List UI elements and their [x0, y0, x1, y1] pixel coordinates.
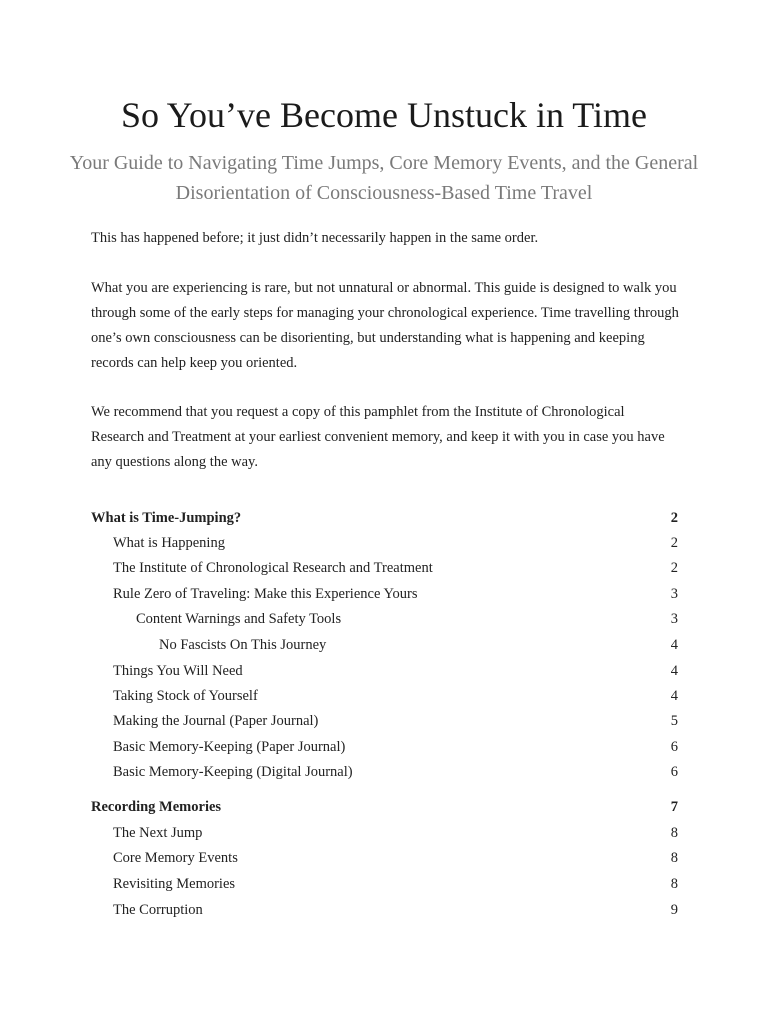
toc-entry[interactable]: [91, 711, 678, 731]
toc-entry-label: Rule Zero of Traveling: Make this Experience Yours: [113, 586, 418, 602]
toc-entry-label: Content Warnings and Safety Tools: [136, 611, 342, 627]
toc-entry-page-number: 4: [670, 637, 678, 653]
intro-paragraph-3: We recommend that you request a copy of this pamphlet from the Institute of Chronological Research and Treatment at your earliest convenient memory, and keep it with you in case you have any questions along the way.: [91, 404, 665, 470]
toc-entry-page-number: 8: [670, 850, 678, 866]
toc-entry-label: Basic Memory-Keeping (Paper Journal): [113, 739, 346, 755]
toc-entry[interactable]: [91, 584, 678, 604]
toc-entry[interactable]: [91, 609, 678, 629]
toc-entry-page-number: 6: [670, 764, 678, 780]
toc-entry[interactable]: [91, 533, 678, 553]
toc-entry-label: Basic Memory-Keeping (Digital Journal): [113, 764, 353, 780]
toc-entry[interactable]: [91, 661, 678, 681]
page-subtitle: Your Guide to Navigating Time Jumps, Core Memory Events, and the General Disorientation of Consciousness-Based Time Travel: [69, 152, 699, 204]
toc-entry-page-number: 8: [670, 825, 678, 841]
toc-entry-page-number: 2: [670, 560, 678, 576]
toc-entry[interactable]: [91, 900, 678, 920]
toc-entry-page-number: 3: [670, 586, 678, 602]
toc-entry-page-number: 5: [670, 713, 678, 729]
toc-entry[interactable]: [91, 823, 678, 843]
toc-entry-page-number: 3: [670, 611, 678, 627]
toc-entry[interactable]: [91, 762, 678, 782]
toc-entry[interactable]: [91, 737, 678, 757]
toc-entry[interactable]: [91, 797, 678, 817]
toc-entry-label: Things You Will Need: [113, 663, 243, 679]
toc-entry[interactable]: [91, 874, 678, 894]
toc-entry-label: What is Time-Jumping?: [91, 510, 242, 526]
toc-entry-page-number: 4: [670, 688, 678, 704]
toc-entry-label: Taking Stock of Yourself: [113, 688, 258, 704]
toc-entry-page-number: 2: [670, 535, 678, 551]
toc-entry[interactable]: [91, 686, 678, 706]
toc-entry-page-number: 8: [670, 876, 678, 892]
toc-entry-label: What is Happening: [113, 535, 225, 551]
toc-entry-page-number: 4: [670, 663, 678, 679]
intro-paragraph-1: This has happened before; it just didn’t necessarily happen in the same order.: [91, 230, 539, 246]
page-title: So You’ve Become Unstuck in Time: [120, 95, 648, 135]
toc-entry-label: The Institute of Chronological Research and Treatment: [113, 560, 433, 576]
toc-entry-label: The Next Jump: [113, 825, 203, 841]
toc-entry[interactable]: [91, 635, 678, 655]
toc-entry-label: No Fascists On This Journey: [159, 637, 327, 653]
toc-entry-page-number: 7: [670, 799, 678, 815]
toc-entry[interactable]: [91, 558, 678, 578]
toc-entry-label: Recording Memories: [91, 799, 222, 815]
toc-entry[interactable]: [91, 848, 678, 868]
toc-entry-label: Making the Journal (Paper Journal): [113, 713, 319, 729]
intro-paragraph-2: What you are experiencing is rare, but not unnatural or abnormal. This guide is designed to walk you through some of the early steps for managing your chronological experience. Time travelling through one’s own consciousness can be disorienting, but understanding what is happening and keeping records can help keep you oriented.: [91, 280, 679, 371]
toc-entry-page-number: 9: [670, 902, 678, 918]
toc-entry-page-number: 6: [670, 739, 678, 755]
toc-entry-label: The Corruption: [113, 902, 203, 918]
toc-entry-label: Core Memory Events: [113, 850, 238, 866]
toc-entry-page-number: 2: [670, 510, 678, 526]
toc-entry-label: Revisiting Memories: [113, 876, 236, 892]
toc-entry[interactable]: [91, 508, 678, 528]
